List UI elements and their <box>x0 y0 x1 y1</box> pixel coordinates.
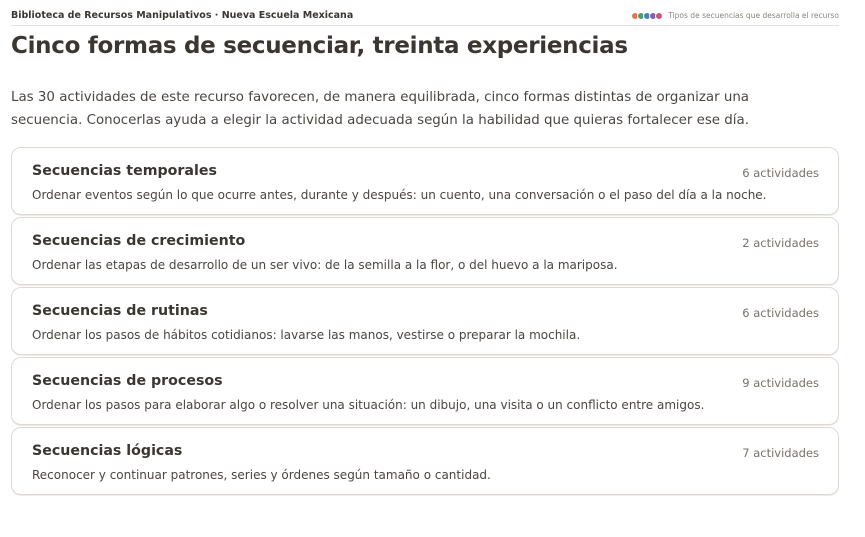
page-title: Cinco formas de secuenciar, treinta experiencias <box>11 33 628 59</box>
card-description: Reconocer y continuar patrones, series y órdenes según tamaño o cantidad. <box>32 468 491 482</box>
sequence-card-crecimiento <box>11 217 839 285</box>
card-title: Secuencias lógicas <box>32 443 183 459</box>
card-description: Ordenar eventos según lo que ocurre antes, durante y después: un cuento, una conversación o el paso del día a la noche. <box>32 188 767 202</box>
activity-count: 7 actividades <box>742 446 819 460</box>
sequence-type-list <box>11 147 839 497</box>
activity-count: 9 actividades <box>742 376 819 390</box>
activity-count: 6 actividades <box>742 166 819 180</box>
sequence-card-rutinas <box>11 287 839 355</box>
card-title: Secuencias de procesos <box>32 373 223 389</box>
legend-label: Tipos de secuencias que desarrolla el recurso <box>668 11 839 20</box>
brand-title: Biblioteca de Recursos Manipulativos · Nueva Escuela Mexicana <box>11 10 354 21</box>
card-title: Secuencias de crecimiento <box>32 233 246 249</box>
activity-count: 6 actividades <box>742 306 819 320</box>
activity-count: 2 actividades <box>742 236 819 250</box>
sequence-card-procesos <box>11 357 839 425</box>
card-description: Ordenar los pasos de hábitos cotidianos: lavarse las manos, vestirse o preparar la mochila. <box>32 328 581 342</box>
top-bar <box>11 6 839 26</box>
card-title: Secuencias de rutinas <box>32 303 208 319</box>
card-description: Ordenar las etapas de desarrollo de un ser vivo: de la semilla a la flor, o del huevo a la mariposa. <box>32 258 618 272</box>
color-dot-5 <box>655 12 663 20</box>
sequence-card-logicas <box>11 427 839 495</box>
sequence-types-legend <box>631 11 839 20</box>
color-dots <box>631 12 661 20</box>
intro-paragraph: Las 30 actividades de este recurso favorecen, de manera equilibrada, cinco formas distintas de organizar una secuencia. Conocerlas ayuda a elegir la actividad adecuada según la habilidad que quieras fortalecer ese día. <box>11 90 750 128</box>
card-title: Secuencias temporales <box>32 163 217 179</box>
sequence-card-temporales <box>11 147 839 215</box>
card-description: Ordenar los pasos para elaborar algo o resolver una situación: un dibujo, una visita o un conflicto entre amigos. <box>32 398 705 412</box>
